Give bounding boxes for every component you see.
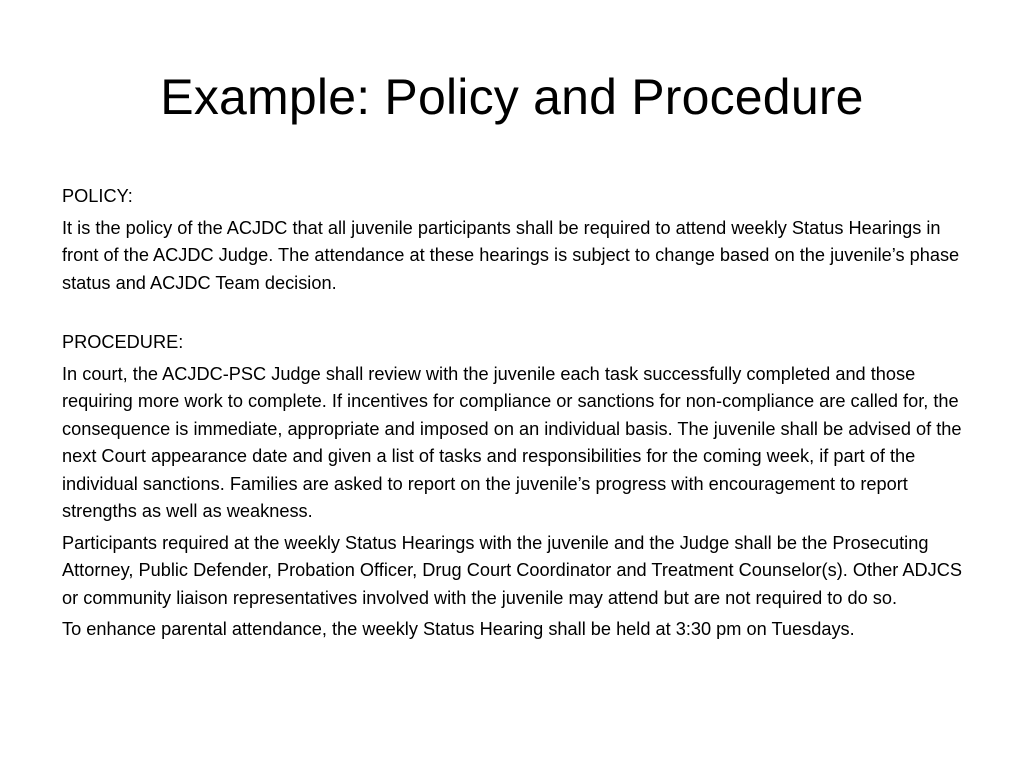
procedure-section	[62, 329, 967, 644]
section-spacer	[62, 301, 967, 329]
procedure-paragraph-participants: Participants required at the weekly Status Hearings with the juvenile and the Judge shall be the Prosecuting Attorney, Public Defender, Probation Officer, Drug Court Coordinator and Treatment Counselor(s). Other ADJCS or community liaison representatives involved with the juvenile may attend but are not required to do so.	[62, 532, 963, 608]
procedure-paragraph-court-review: In court, the ACJDC-PSC Judge shall review with the juvenile each task successfully completed and those requiring more work to complete. If incentives for compliance or sanctions for non-compliance are called for, the consequence is immediate, appropriate and imposed on an individual basis. The juvenile shall be advised of the next Court appearance date and given a list of tasks and responsibilities for the coming week, if part of the individual sanctions. Families are asked to report on the juvenile’s progress with encouragement to report strengths as well as weakness.	[62, 363, 962, 521]
policy-heading: POLICY:	[62, 186, 133, 206]
procedure-heading: PROCEDURE:	[62, 332, 184, 352]
slide-title: Example: Policy and Procedure	[160, 69, 864, 125]
procedure-paragraph-schedule: To enhance parental attendance, the weekly Status Hearing shall be held at 3:30 pm on Tuesdays.	[62, 619, 855, 639]
policy-section	[62, 183, 967, 297]
policy-text: It is the policy of the ACJDC that all juvenile participants shall be required to attend weekly Status Hearings in front of the ACJDC Judge. The attendance at these hearings is subject to change based on the juvenile’s phase status and ACJDC Team decision.	[62, 217, 960, 293]
slide-body	[62, 183, 967, 648]
